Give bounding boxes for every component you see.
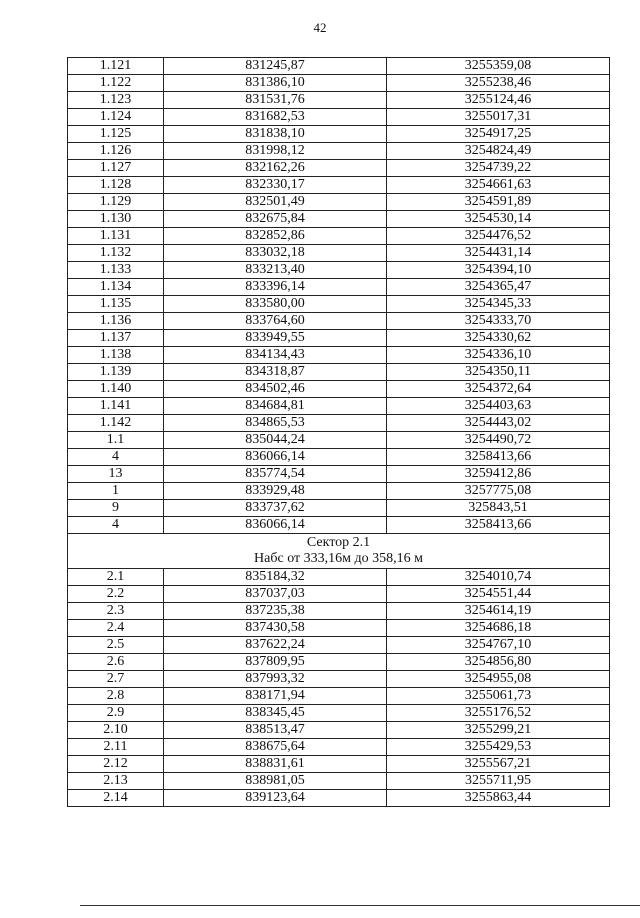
x-coordinate-cell: 837235,38 <box>164 603 387 620</box>
y-coordinate-cell: 3254551,44 <box>387 586 610 603</box>
x-coordinate-cell: 835184,32 <box>164 569 387 586</box>
table-row <box>68 671 610 688</box>
point-number-cell: 2.10 <box>68 722 164 739</box>
point-number-cell: 1.139 <box>68 364 164 381</box>
point-number-cell: 2.2 <box>68 586 164 603</box>
y-coordinate-cell: 3255061,73 <box>387 688 610 705</box>
table-row <box>68 296 610 313</box>
coordinates-table-body-b <box>68 569 610 807</box>
point-number-cell: 1.136 <box>68 313 164 330</box>
y-coordinate-cell: 3254010,74 <box>387 569 610 586</box>
y-coordinate-cell: 3254330,62 <box>387 330 610 347</box>
y-coordinate-cell: 3254394,10 <box>387 262 610 279</box>
point-number-cell: 1.122 <box>68 75 164 92</box>
table-row <box>68 92 610 109</box>
x-coordinate-cell: 831682,53 <box>164 109 387 126</box>
bottom-rule <box>80 905 640 906</box>
x-coordinate-cell: 831531,76 <box>164 92 387 109</box>
point-number-cell: 1.132 <box>68 245 164 262</box>
table-row <box>68 228 610 245</box>
y-coordinate-cell: 3254686,18 <box>387 620 610 637</box>
x-coordinate-cell: 831245,87 <box>164 58 387 75</box>
y-coordinate-cell: 3254443,02 <box>387 415 610 432</box>
point-number-cell: 2.3 <box>68 603 164 620</box>
x-coordinate-cell: 834684,81 <box>164 398 387 415</box>
y-coordinate-cell: 3255567,21 <box>387 756 610 773</box>
point-number-cell: 2.12 <box>68 756 164 773</box>
point-number-cell: 1.140 <box>68 381 164 398</box>
x-coordinate-cell: 835774,54 <box>164 466 387 483</box>
x-coordinate-cell: 833396,14 <box>164 279 387 296</box>
point-number-cell: 1.127 <box>68 160 164 177</box>
table-row <box>68 160 610 177</box>
x-coordinate-cell: 833032,18 <box>164 245 387 262</box>
y-coordinate-cell: 3255124,46 <box>387 92 610 109</box>
x-coordinate-cell: 837037,03 <box>164 586 387 603</box>
table-row <box>68 500 610 517</box>
x-coordinate-cell: 833580,00 <box>164 296 387 313</box>
point-number-cell: 13 <box>68 466 164 483</box>
table-row <box>68 109 610 126</box>
y-coordinate-cell: 3255238,46 <box>387 75 610 92</box>
table-row <box>68 58 610 75</box>
table-row <box>68 637 610 654</box>
point-number-cell: 1 <box>68 483 164 500</box>
point-number-cell: 2.4 <box>68 620 164 637</box>
y-coordinate-cell: 3254365,47 <box>387 279 610 296</box>
point-number-cell: 1.135 <box>68 296 164 313</box>
x-coordinate-cell: 834318,87 <box>164 364 387 381</box>
y-coordinate-cell: 3254431,14 <box>387 245 610 262</box>
table-row <box>68 569 610 586</box>
x-coordinate-cell: 837430,58 <box>164 620 387 637</box>
section-header-cell <box>68 534 610 569</box>
table-row <box>68 194 610 211</box>
table-row <box>68 347 610 364</box>
coordinates-table <box>67 57 610 807</box>
point-number-cell: 2.5 <box>68 637 164 654</box>
table-row <box>68 773 610 790</box>
point-number-cell: 2.13 <box>68 773 164 790</box>
point-number-cell: 1.138 <box>68 347 164 364</box>
y-coordinate-cell: 3255863,44 <box>387 790 610 807</box>
table-row <box>68 126 610 143</box>
y-coordinate-cell: 3254856,80 <box>387 654 610 671</box>
x-coordinate-cell: 833929,48 <box>164 483 387 500</box>
y-coordinate-cell: 3255359,08 <box>387 58 610 75</box>
y-coordinate-cell: 3258413,66 <box>387 517 610 534</box>
table-row <box>68 722 610 739</box>
point-number-cell: 1.130 <box>68 211 164 228</box>
point-number-cell: 1.1 <box>68 432 164 449</box>
y-coordinate-cell: 3254824,49 <box>387 143 610 160</box>
x-coordinate-cell: 835044,24 <box>164 432 387 449</box>
x-coordinate-cell: 831838,10 <box>164 126 387 143</box>
x-coordinate-cell: 832501,49 <box>164 194 387 211</box>
table-row <box>68 739 610 756</box>
x-coordinate-cell: 832852,86 <box>164 228 387 245</box>
table-row <box>68 415 610 432</box>
table-row <box>68 483 610 500</box>
table-row <box>68 586 610 603</box>
table-row <box>68 211 610 228</box>
y-coordinate-cell: 3254917,25 <box>387 126 610 143</box>
x-coordinate-cell: 838831,61 <box>164 756 387 773</box>
table-row <box>68 705 610 722</box>
table-row <box>68 466 610 483</box>
x-coordinate-cell: 833737,62 <box>164 500 387 517</box>
point-number-cell: 1.129 <box>68 194 164 211</box>
x-coordinate-cell: 834865,53 <box>164 415 387 432</box>
y-coordinate-cell: 3254403,63 <box>387 398 610 415</box>
table-row <box>68 313 610 330</box>
point-number-cell: 4 <box>68 449 164 466</box>
y-coordinate-cell: 3254490,72 <box>387 432 610 449</box>
x-coordinate-cell: 833764,60 <box>164 313 387 330</box>
y-coordinate-cell: 3254333,70 <box>387 313 610 330</box>
point-number-cell: 2.11 <box>68 739 164 756</box>
point-number-cell: 2.1 <box>68 569 164 586</box>
point-number-cell: 1.128 <box>68 177 164 194</box>
table-row <box>68 245 610 262</box>
point-number-cell: 1.134 <box>68 279 164 296</box>
point-number-cell: 4 <box>68 517 164 534</box>
point-number-cell: 1.126 <box>68 143 164 160</box>
y-coordinate-cell: 3254739,22 <box>387 160 610 177</box>
y-coordinate-cell: 3254591,89 <box>387 194 610 211</box>
x-coordinate-cell: 834134,43 <box>164 347 387 364</box>
x-coordinate-cell: 837993,32 <box>164 671 387 688</box>
x-coordinate-cell: 838345,45 <box>164 705 387 722</box>
y-coordinate-cell: 3255711,95 <box>387 773 610 790</box>
y-coordinate-cell: 3254661,63 <box>387 177 610 194</box>
table-row <box>68 688 610 705</box>
y-coordinate-cell: 3259412,86 <box>387 466 610 483</box>
x-coordinate-cell: 838981,05 <box>164 773 387 790</box>
y-coordinate-cell: 3255299,21 <box>387 722 610 739</box>
table-row <box>68 449 610 466</box>
point-number-cell: 2.9 <box>68 705 164 722</box>
point-number-cell: 1.123 <box>68 92 164 109</box>
y-coordinate-cell: 325843,51 <box>387 500 610 517</box>
x-coordinate-cell: 834502,46 <box>164 381 387 398</box>
page-number: 42 <box>313 20 327 35</box>
point-number-cell: 1.133 <box>68 262 164 279</box>
point-number-cell: 1.141 <box>68 398 164 415</box>
y-coordinate-cell: 3257775,08 <box>387 483 610 500</box>
x-coordinate-cell: 833949,55 <box>164 330 387 347</box>
x-coordinate-cell: 836066,14 <box>164 517 387 534</box>
y-coordinate-cell: 3254372,64 <box>387 381 610 398</box>
table-row <box>68 143 610 160</box>
x-coordinate-cell: 831386,10 <box>164 75 387 92</box>
table-row <box>68 620 610 637</box>
x-coordinate-cell: 839123,64 <box>164 790 387 807</box>
x-coordinate-cell: 832162,26 <box>164 160 387 177</box>
point-number-cell: 1.125 <box>68 126 164 143</box>
table-row <box>68 381 610 398</box>
table-row <box>68 75 610 92</box>
y-coordinate-cell: 3255017,31 <box>387 109 610 126</box>
x-coordinate-cell: 838171,94 <box>164 688 387 705</box>
x-coordinate-cell: 832675,84 <box>164 211 387 228</box>
y-coordinate-cell: 3254336,10 <box>387 347 610 364</box>
table-row <box>68 279 610 296</box>
table-row <box>68 654 610 671</box>
table-row <box>68 790 610 807</box>
point-number-cell: 2.8 <box>68 688 164 705</box>
y-coordinate-cell: 3254955,08 <box>387 671 610 688</box>
y-coordinate-cell: 3255429,53 <box>387 739 610 756</box>
point-number-cell: 1.131 <box>68 228 164 245</box>
section-title: Сектор 2.1 <box>306 535 371 550</box>
x-coordinate-cell: 832330,17 <box>164 177 387 194</box>
table-row <box>68 177 610 194</box>
table-row <box>68 756 610 773</box>
coordinates-table-body-a <box>68 58 610 534</box>
y-coordinate-cell: 3254345,33 <box>387 296 610 313</box>
section-header-group <box>68 534 610 569</box>
point-number-cell: 1.124 <box>68 109 164 126</box>
section-subtitle: Набс от 333,16м до 358,16 м <box>254 551 423 566</box>
table-row <box>68 603 610 620</box>
point-number-cell: 2.7 <box>68 671 164 688</box>
table-row <box>68 262 610 279</box>
x-coordinate-cell: 838675,64 <box>164 739 387 756</box>
y-coordinate-cell: 3254530,14 <box>387 211 610 228</box>
point-number-cell: 9 <box>68 500 164 517</box>
table-row <box>68 364 610 381</box>
x-coordinate-cell: 833213,40 <box>164 262 387 279</box>
table-row <box>68 398 610 415</box>
x-coordinate-cell: 837622,24 <box>164 637 387 654</box>
y-coordinate-cell: 3258413,66 <box>387 449 610 466</box>
y-coordinate-cell: 3254476,52 <box>387 228 610 245</box>
point-number-cell: 1.142 <box>68 415 164 432</box>
point-number-cell: 2.6 <box>68 654 164 671</box>
x-coordinate-cell: 836066,14 <box>164 449 387 466</box>
x-coordinate-cell: 831998,12 <box>164 143 387 160</box>
point-number-cell: 1.121 <box>68 58 164 75</box>
table-row <box>68 432 610 449</box>
table-row <box>68 330 610 347</box>
x-coordinate-cell: 837809,95 <box>164 654 387 671</box>
point-number-cell: 2.14 <box>68 790 164 807</box>
section-header-row <box>68 534 610 569</box>
y-coordinate-cell: 3254614,19 <box>387 603 610 620</box>
y-coordinate-cell: 3255176,52 <box>387 705 610 722</box>
y-coordinate-cell: 3254767,10 <box>387 637 610 654</box>
y-coordinate-cell: 3254350,11 <box>387 364 610 381</box>
point-number-cell: 1.137 <box>68 330 164 347</box>
table-row <box>68 517 610 534</box>
x-coordinate-cell: 838513,47 <box>164 722 387 739</box>
